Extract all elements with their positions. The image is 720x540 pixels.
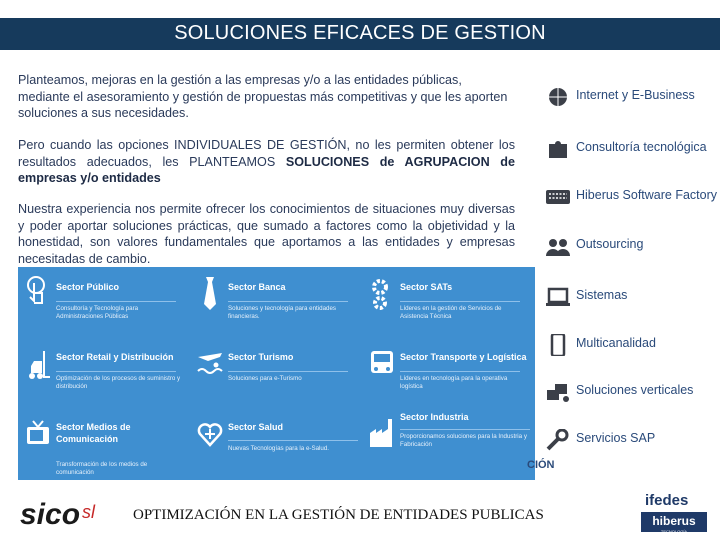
sector-desc: Soluciones y tecnología para entidades financieras.	[228, 305, 337, 320]
service-item	[545, 84, 720, 110]
sector-desc: Consultoría y Tecnología para Administraciones Públicas	[56, 305, 139, 320]
service-label: Internet y E-Business	[576, 88, 695, 102]
sector-desc: Líderes en tecnología para la operativa logística	[400, 375, 508, 390]
sector-name: Sector Banca	[228, 282, 286, 292]
sector-medios	[18, 407, 190, 477]
title-bar	[0, 18, 720, 50]
users-icon	[545, 235, 571, 257]
sector-name: Sector Retail y Distribución	[56, 352, 174, 362]
boxes-icon	[545, 381, 571, 403]
sector-sats	[362, 267, 534, 337]
sector-name: Sector Público	[56, 282, 120, 292]
forklift-icon	[24, 343, 52, 383]
services-panel	[535, 66, 720, 466]
divider	[228, 301, 348, 302]
divider	[228, 440, 358, 441]
sector-name: Sector SATs	[400, 282, 453, 292]
hiberus-logo-text: hiberus	[641, 512, 707, 532]
grouping-paragraph	[18, 137, 515, 187]
divider	[400, 429, 530, 430]
service-label: Consultoría tecnológica	[576, 140, 707, 154]
service-item	[545, 184, 720, 210]
sector-salud	[190, 407, 362, 477]
gears-icon	[368, 273, 396, 313]
service-item	[545, 332, 720, 358]
sector-transporte	[362, 337, 534, 407]
sector-retail	[18, 337, 190, 407]
divider	[400, 301, 520, 302]
divider	[400, 371, 520, 372]
sector-name: Sector Turismo	[228, 352, 294, 362]
service-item	[545, 233, 720, 259]
divider	[56, 371, 176, 372]
factory-icon	[368, 413, 396, 453]
wrench-icon	[545, 429, 571, 451]
laptop-icon	[545, 286, 571, 308]
sector-desc: Optimización de los procesos de suministro y distribución	[56, 375, 181, 390]
svg-text:sl: sl	[82, 502, 95, 522]
tie-icon	[196, 273, 224, 313]
svg-text:sico: sico	[20, 498, 81, 531]
partial-heading: CIÓN	[527, 459, 555, 471]
tablet-icon	[545, 334, 571, 356]
sector-turismo	[190, 337, 362, 407]
sector-name: Sector Salud	[228, 422, 284, 432]
sector-desc: Nuevas Tecnologías para la e-Salud.	[228, 445, 330, 452]
ifedes-hiberus-logo	[641, 492, 707, 534]
service-item	[545, 427, 720, 453]
plane-swimmer-icon	[196, 343, 224, 383]
tv-icon	[24, 413, 52, 453]
heart-icon	[196, 413, 224, 453]
sector-desc: Líderes en la gestión de Servicios de Asistencia Técnica	[400, 305, 502, 320]
footer-title: OPTIMIZACIÓN EN LA GESTIÓN DE ENTIDADES PUBLICAS	[133, 507, 544, 523]
experience-paragraph: Nuestra experiencia nos permite ofrecer los conocimientos de situaciones muy diversas y poder aportar soluciones prácticas, que sumado a factores como la objetividad y la honestidad, son valores fundamentales que aportamos a las entidades y empresas necesitadas de cambio.	[18, 202, 515, 266]
page-title: SOLUCIONES EFICACES DE GESTION	[174, 22, 546, 44]
sector-desc: Transformación de los medios de comunicación	[56, 461, 148, 476]
service-label: Servicios SAP	[576, 431, 656, 445]
divider	[56, 301, 176, 302]
service-item	[545, 284, 720, 310]
sectors-panel	[18, 267, 535, 480]
service-item	[545, 379, 720, 405]
sector-industria	[362, 407, 534, 477]
sector-name: Sector Industria	[400, 412, 469, 422]
puzzle-icon	[545, 138, 571, 160]
grouping-paragraph-text: Pero cuando las opciones INDIVIDUALES DE GESTIÓN, no les permiten obtener los resultados adecuados, les PLANTEAMOS	[18, 138, 515, 169]
sector-banca	[190, 267, 362, 337]
sector-desc: Proporcionamos soluciones para la Industria y Fabricación	[400, 433, 527, 448]
sector-desc: Soluciones para e-Turismo	[228, 375, 302, 382]
sico-logo	[20, 494, 110, 532]
service-label: Soluciones verticales	[576, 383, 694, 397]
sector-name: Sector Transporte y Logística	[400, 352, 527, 362]
grouping-paragraph-emphasis: SOLUCIONES de AGRUPACION de empresas y/o entidades	[18, 154, 515, 185]
service-label: Hiberus Software Factory	[576, 188, 718, 202]
bus-icon	[368, 343, 396, 383]
hand-pointer-icon	[24, 273, 52, 313]
divider	[228, 371, 348, 372]
service-label: Outsourcing	[576, 237, 644, 251]
service-label: Multicanalidad	[576, 336, 656, 350]
keyboard-icon	[545, 186, 571, 208]
hiberus-logo-sub: TECNOLOGÍA	[660, 529, 688, 534]
ifedes-logo-text: ifedes	[645, 492, 689, 509]
globe-icon	[545, 86, 571, 108]
sector-publico	[18, 267, 190, 337]
intro-paragraph: Planteamos, mejoras en la gestión a las empresas y/o a las entidades públicas, mediante el asesoramiento y gestión de propuestas más competitivas y que les aporten soluciones a sus necesidades.	[18, 73, 508, 120]
service-item	[545, 136, 720, 162]
sector-name: Sector Medios de Comunicación	[56, 422, 131, 444]
service-label: Sistemas	[576, 288, 628, 302]
